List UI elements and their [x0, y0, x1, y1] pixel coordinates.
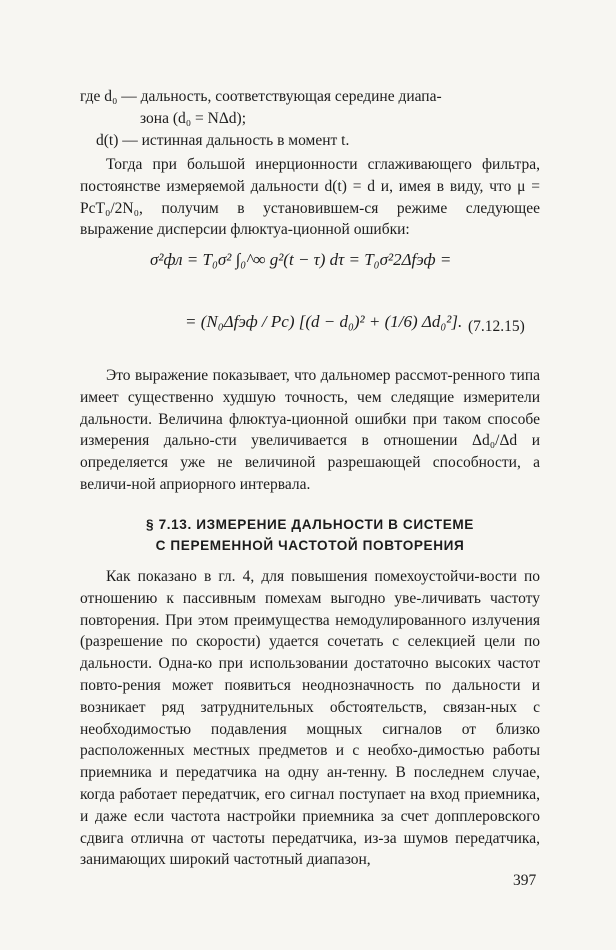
equation-number: (7.12.15) [468, 318, 525, 335]
section-heading-line-1: § 7.13. ИЗМЕРЕНИЕ ДАЛЬНОСТИ В СИСТЕМЕ [146, 517, 474, 532]
paragraph-3 [80, 566, 540, 871]
definition-d0-cont: зона (d₀ = NΔd); [140, 109, 247, 127]
section-heading [80, 514, 540, 556]
definition-dt [80, 130, 540, 152]
definition-dt-text: d(t) — истинная дальность в момент t. [96, 132, 350, 149]
section-heading-line-2: С ПЕРЕМЕННОЙ ЧАСТОТОЙ ПОВТОРЕНИЯ [155, 538, 465, 553]
definition-d0-text: где d₀ — дальность, соответствующая середине диапа- [80, 88, 442, 105]
definition-d0 [80, 86, 540, 130]
paragraph-1 [80, 154, 540, 241]
paragraph-2 [80, 365, 540, 496]
equation-line-2: = (N₀Δfэф / Pc) [(d − d₀)² + (1/6) Δd₀²]. [185, 312, 463, 331]
paragraph-3-text: Как показано в гл. 4, для повышения помехоустойчи-вости по отношению к пассивным помехам выгодно уве-личивать частоту повторения. При этом преимущества немодулированного излучения (разрешение по скорости) удается сочетать с селекцией цели по дальности. Одна-ко при использовании достаточно высоких частот повто-рения может появиться неоднозначность по дальности и возникает ряд затруднительных обстоятельств, связан-ных с необходимостью подавления мощных сигналов от близко расположенных местных предметов и с необхо-димостью работы приемника и передатчика на одну ан-тенну. В последнем случае, когда работает передатчик, его сигнал поступает на вход приемника, и даже если частота настройки приемника за счет допплеровского сдвига отлична от частоты передатчика, из-за шумов передатчика, занимающих широкий частотный диапазон, [80, 568, 540, 869]
paragraph-1-text: Тогда при большой инерционности сглаживающего фильтра, постоянстве измеряемой дальности d(t) = d и, имея в виду, что μ = PcT₀/2N₀, получим в установившем-ся режиме следующее выражение дисперсии флюктуа-ционной ошибки: [80, 156, 540, 239]
page-number: 397 [513, 872, 537, 889]
paragraph-2-text: Это выражение показывает, что дальномер рассмот-ренного типа имеет существенно худшую точность, чем следящие измерители дальности. Величина флюктуа-ционной ошибки при таком способе измерения дально-сти увеличивается в отношении Δd₀/Δd и определяется уже не величиной разрешающей способности, а величи-ной априорного интервала. [80, 367, 540, 493]
equation-line-1: σ²фл = T₀σ² ∫₀^∞ g²(t − τ) dτ = T₀σ²2Δfэф = [150, 250, 452, 269]
